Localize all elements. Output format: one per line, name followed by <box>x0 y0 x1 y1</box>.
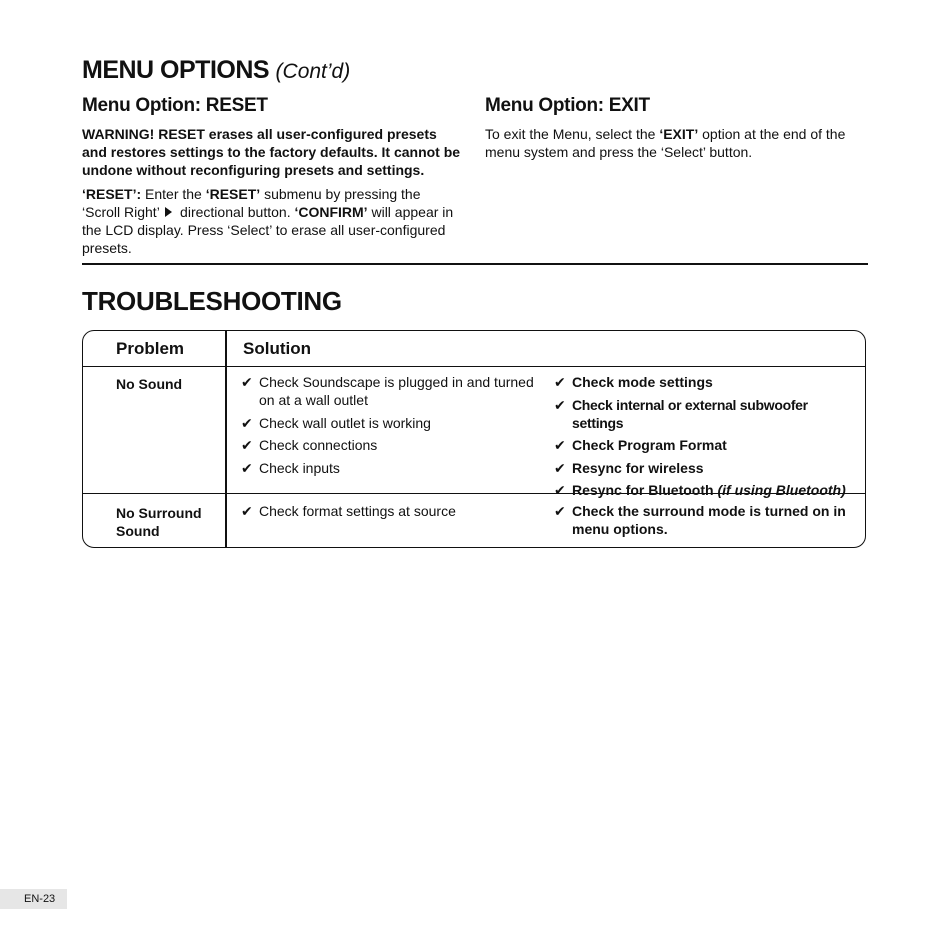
solution-text: Check inputs <box>259 459 340 476</box>
solution-list-right <box>554 373 859 504</box>
solution-item <box>554 396 859 432</box>
solution-item <box>241 502 541 520</box>
check-icon: ✔ <box>241 374 253 390</box>
solution-text: Resync for wireless <box>572 459 704 476</box>
troubleshooting-title: TROUBLESHOOTING <box>82 286 342 316</box>
solution-text: Check wall outlet is working <box>259 414 431 431</box>
solution-text: Check the surround mode is turned on in menu options. <box>572 503 846 537</box>
exit-text-1: To exit the Menu, select the <box>485 126 660 142</box>
solution-item <box>554 459 859 477</box>
problem-no-surround-sound: No Surround Sound <box>116 505 202 539</box>
table-header <box>83 331 865 367</box>
solution-text: Check Soundscape is plugged in and turned on at a wall outlet <box>259 374 534 408</box>
check-icon: ✔ <box>554 396 566 413</box>
check-icon: ✔ <box>241 414 253 431</box>
reset-heading: Menu Option: RESET <box>82 95 268 116</box>
exit-text-2: option at the end of the menu system and press the ‘Select’ button. <box>485 126 846 160</box>
solution-text: Resync for Bluetooth <box>572 482 718 498</box>
reset-label-2: ‘RESET’ <box>205 186 261 202</box>
table-row <box>83 494 865 548</box>
reset-section <box>82 95 462 263</box>
exit-instructions <box>485 125 865 161</box>
solution-item <box>554 502 859 538</box>
reset-text-2: submenu by pressing the ‘Scroll Right’ <box>82 186 421 220</box>
solution-item <box>554 373 859 391</box>
check-icon: ✔ <box>554 482 566 498</box>
solution-item <box>241 459 541 477</box>
solution-text: Check connections <box>259 437 378 453</box>
solution-item <box>554 436 859 454</box>
check-icon: ✔ <box>241 437 253 453</box>
exit-label: ‘EXIT’ <box>659 126 699 142</box>
exit-section <box>485 95 865 167</box>
check-icon: ✔ <box>554 437 566 453</box>
solution-list-left <box>241 373 541 481</box>
scroll-right-arrow-icon <box>165 207 172 217</box>
table-row <box>83 367 865 498</box>
problem-no-sound: No Sound <box>116 376 183 392</box>
page-title-main: MENU OPTIONS <box>82 56 270 84</box>
check-icon: ✔ <box>554 503 566 519</box>
check-icon: ✔ <box>241 503 253 519</box>
reset-text-4: will appear in the LCD display. Press ‘Select’ to erase all user-configured presets. <box>82 204 454 256</box>
reset-text-1: Enter the <box>141 186 206 202</box>
section-divider <box>82 263 868 265</box>
solution-list-right <box>554 502 859 543</box>
reset-instructions <box>82 185 462 257</box>
header-solution: Solution <box>243 339 311 358</box>
bluetooth-note: (if using Bluetooth) <box>717 482 846 498</box>
page-title-subtitle: (Cont’d) <box>275 60 351 83</box>
solution-item <box>241 436 541 454</box>
page-number: EN-23 <box>0 889 67 909</box>
reset-text-3: directional button. <box>176 204 295 220</box>
header-problem: Problem <box>116 339 185 358</box>
troubleshooting-table <box>82 330 866 548</box>
solution-text: Check internal or external subwoofer settings <box>572 396 808 431</box>
check-icon: ✔ <box>554 459 566 476</box>
reset-warning: WARNING! RESET erases all user-configured presets and restores settings to the factory defaults. It cannot be undone without reconfiguring presets and settings. <box>82 126 461 178</box>
confirm-label: ‘CONFIRM’ <box>294 204 368 220</box>
page-title <box>82 56 350 85</box>
solution-item <box>241 414 541 432</box>
check-icon: ✔ <box>554 374 566 390</box>
solution-list-left <box>241 502 541 525</box>
solution-text: Check mode settings <box>572 374 713 390</box>
solution-text: Check format settings at source <box>259 503 456 519</box>
exit-heading: Menu Option: EXIT <box>485 95 650 116</box>
check-icon: ✔ <box>241 459 253 476</box>
reset-label: ‘RESET’: <box>82 186 142 202</box>
solution-item <box>241 373 541 409</box>
solution-text: Check Program Format <box>572 437 727 453</box>
